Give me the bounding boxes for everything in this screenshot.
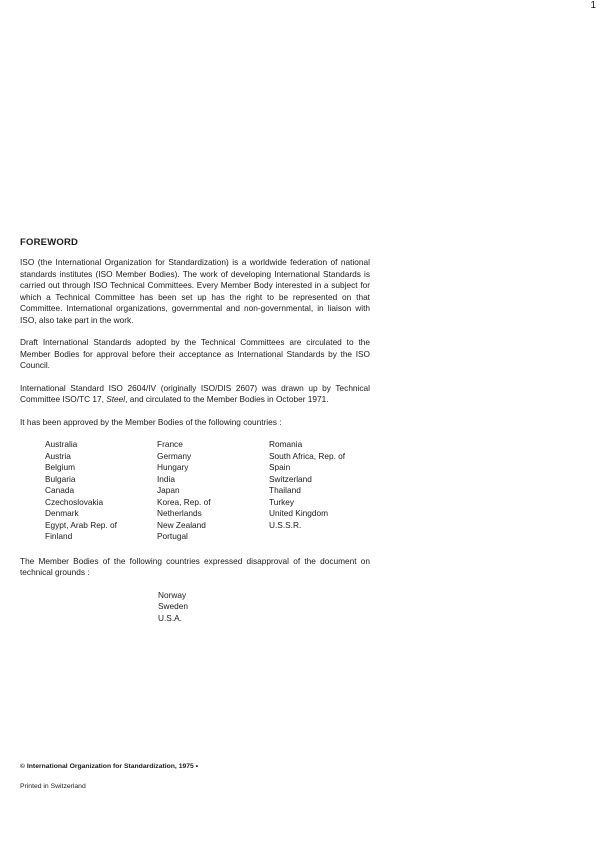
country-name: Japan xyxy=(157,485,180,495)
country-name: U.S.A. xyxy=(158,612,182,623)
country-column-3 xyxy=(269,439,379,543)
country-name: Norway xyxy=(158,589,187,600)
country-name: U.S.S.R. xyxy=(269,519,302,530)
country-name: South Africa, Rep. of xyxy=(269,450,346,461)
country-name: Switzerland xyxy=(269,473,312,484)
foreword-section xyxy=(20,237,370,624)
country-name: Korea, Rep. of xyxy=(157,496,211,507)
country-name: United Kingdom xyxy=(269,508,329,518)
foreword-heading: FOREWORD xyxy=(20,237,79,248)
country-name: Belgium xyxy=(45,462,75,472)
country-name: Netherlands xyxy=(157,508,202,518)
country-name: Finland xyxy=(45,531,73,541)
country-name: Hungary xyxy=(157,462,189,472)
country-name: Canada xyxy=(45,485,75,495)
country-name: Egypt, Arab Rep. of xyxy=(45,519,117,530)
country-name: Denmark xyxy=(45,508,79,518)
country-column-2 xyxy=(157,439,269,543)
country-name: Czechoslovakia xyxy=(45,496,104,507)
steel-italic: Steel xyxy=(106,394,126,404)
country-name: Turkey xyxy=(269,496,295,507)
country-name: India xyxy=(157,473,175,484)
country-name: Australia xyxy=(45,439,78,449)
country-name: Bulgaria xyxy=(45,473,76,484)
paragraph-disapproval: The Member Bodies of the following countries expressed disapproval of the document on technical grounds : xyxy=(20,555,370,577)
paragraph-approval-intro: It has been approved by the Member Bodies of the following countries : xyxy=(20,416,282,427)
paragraph-standard-origin: International Standard ISO 2604/IV (originally ISO/DIS 2607) was drawn up by Technical Committee ISO/TC 17, Steel, and circulated to the Member Bodies in October 1971. xyxy=(20,382,370,404)
country-name: Germany xyxy=(157,450,192,461)
copyright-notice: © International Organization for Standardization, 1975 • xyxy=(20,763,199,770)
country-name: Thailand xyxy=(269,485,301,495)
country-name: Austria xyxy=(45,450,71,461)
paragraph-iso-intro: ISO (the International Organization for Standardization) is a worldwide federation of national standards institutes (ISO Member Bodies). The work of developing International Standards is carried out through ISO Technical Committees. Every Member Body interested in a subject for which a Technical Committee has been set up has the right to be represented on that Committee. International organizations, governmental and non-governmental, in liaison with ISO, also take part in the work. xyxy=(20,257,370,325)
country-column-1 xyxy=(45,439,157,543)
country-name: Portugal xyxy=(157,531,188,541)
page-number: 1 xyxy=(590,0,596,11)
country-name: New Zealand xyxy=(157,519,206,530)
paragraph-draft-standards: Draft International Standards adopted by the Technical Committees are circulated to the Member Bodies for approval before their acceptance as International Standards by the ISO Council. xyxy=(20,337,370,370)
disapproving-countries-list xyxy=(158,590,370,625)
printed-location: Printed in Switzerland xyxy=(20,783,86,790)
approving-countries-list xyxy=(45,439,370,543)
country-name: Sweden xyxy=(158,601,188,611)
country-name: Spain xyxy=(269,462,291,472)
country-name: France xyxy=(157,439,183,449)
country-name: Romania xyxy=(269,439,303,449)
